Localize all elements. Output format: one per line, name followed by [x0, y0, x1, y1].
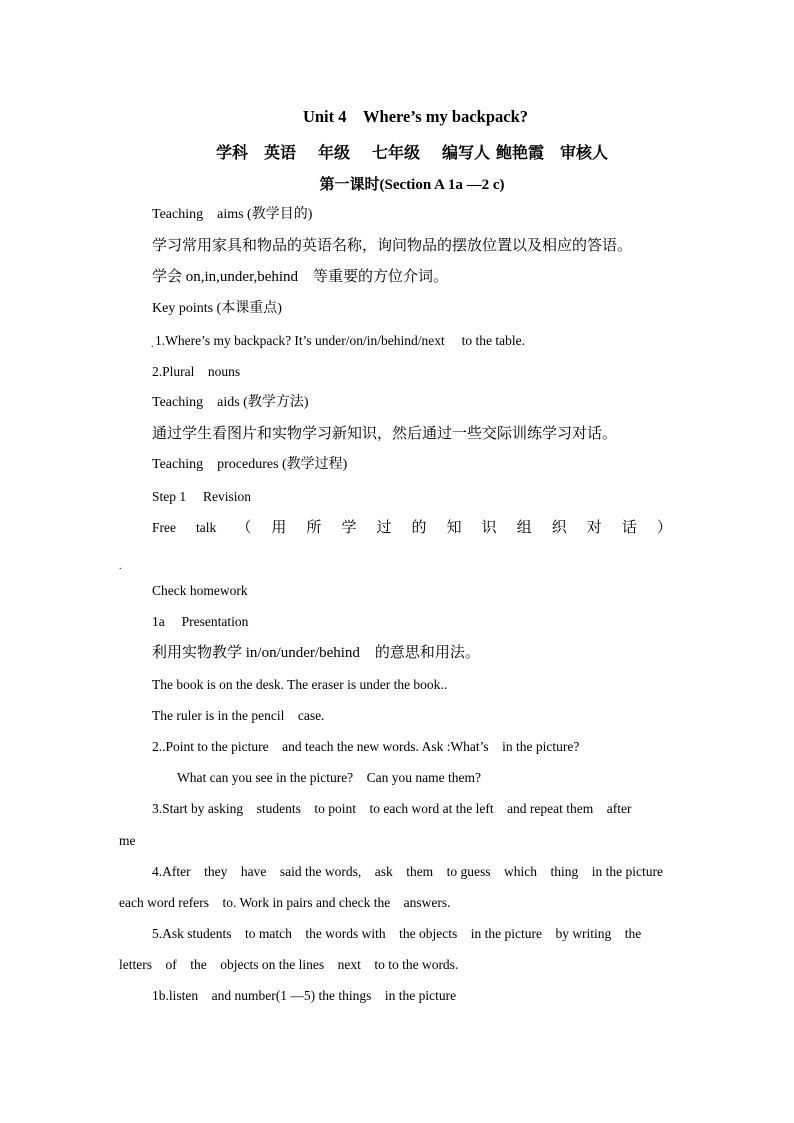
free-talk-char: 学 — [341, 520, 357, 536]
key-points-heading: Key points (本课重点) — [152, 301, 282, 316]
key-point-1-mark: . — [151, 339, 154, 350]
item-3-line-2: me — [119, 833, 136, 848]
teaching-aids-heading: Teaching aids (教学方法) — [152, 395, 309, 410]
teaching-aims-heading: Teaching aims (教学目的) — [152, 207, 313, 222]
teaching-procedures-heading: Teaching procedures (教学过程) — [152, 457, 348, 472]
teaching-aids-line: 通过学生看图片和实物学习新知识，然后通过一些交际训练学习对话。 — [152, 426, 618, 442]
free-talk-char: 识 — [481, 520, 497, 536]
free-talk-word: talk — [196, 520, 217, 535]
free-talk-char: 知 — [446, 520, 462, 536]
free-talk-char: 过 — [376, 520, 392, 536]
free-talk-char: 织 — [551, 520, 567, 536]
lesson-heading: 第一课时(Section A 1a —2 c) — [319, 177, 505, 193]
check-homework: Check homework — [152, 583, 248, 598]
free-talk-char: 用 — [271, 520, 287, 536]
free-talk-char: 对 — [586, 520, 602, 536]
section-1a-description: 利用实物教学 in/on/under/behind 的意思和用法。 — [152, 645, 480, 661]
step-1-revision: Step 1 Revision — [152, 489, 252, 504]
item-4-line-1: 4.After they have said the words, ask them to guess which thing in the picture — [152, 864, 664, 879]
free-talk-word: Free — [152, 520, 176, 535]
key-point-1: 1.Where’s my backpack? It’s under/on/in/behind/next to the table. — [155, 333, 526, 348]
free-talk-char: 组 — [516, 520, 532, 536]
course-info-line: 学科 英语 年级 七年级 编写人 鲍艳霞 审核人 — [215, 145, 608, 162]
item-4-line-2: each word refers to. Work in pairs and check the answers. — [119, 895, 451, 910]
key-point-2: 2.Plural nouns — [152, 364, 241, 379]
section-1a-presentation: 1a Presentation — [152, 614, 249, 629]
example-sentence-2: The ruler is in the pencil case. — [152, 708, 325, 723]
example-sentence-1: The book is on the desk. The eraser is under the book.. — [152, 677, 448, 692]
item-2-line-2: What can you see in the picture? Can you name them? — [177, 770, 482, 785]
teaching-aims-line-2: 学会 on,in,under,behind 等重要的方位介词。 — [152, 269, 449, 285]
free-talk-line — [152, 518, 672, 538]
item-3-line-1: 3.Start by asking students to point to each word at the left and repeat them after — [152, 801, 632, 816]
free-talk-char: 所 — [306, 520, 322, 536]
free-talk-char: ） — [656, 520, 672, 536]
teaching-aims-line-1: 学习常用家具和物品的英语名称，询问物品的摆放位置以及相应的答语。 — [152, 238, 633, 254]
free-talk-char: （ — [236, 520, 252, 536]
unit-title: Unit 4 Where’s my backpack? — [302, 107, 529, 126]
stray-mark: . — [119, 561, 122, 572]
item-2-line-1: 2..Point to the picture and teach the new words. Ask :What’s in the picture? — [152, 739, 580, 754]
item-1b: 1b.listen and number(1 —5) the things in the picture — [152, 988, 457, 1003]
free-talk-char: 的 — [411, 520, 427, 536]
item-5-line-2: letters of the objects on the lines next to to the words. — [119, 957, 459, 972]
free-talk-char: 话 — [621, 520, 637, 536]
item-5-line-1: 5.Ask students to match the words with the objects in the picture by writing the — [152, 926, 642, 941]
